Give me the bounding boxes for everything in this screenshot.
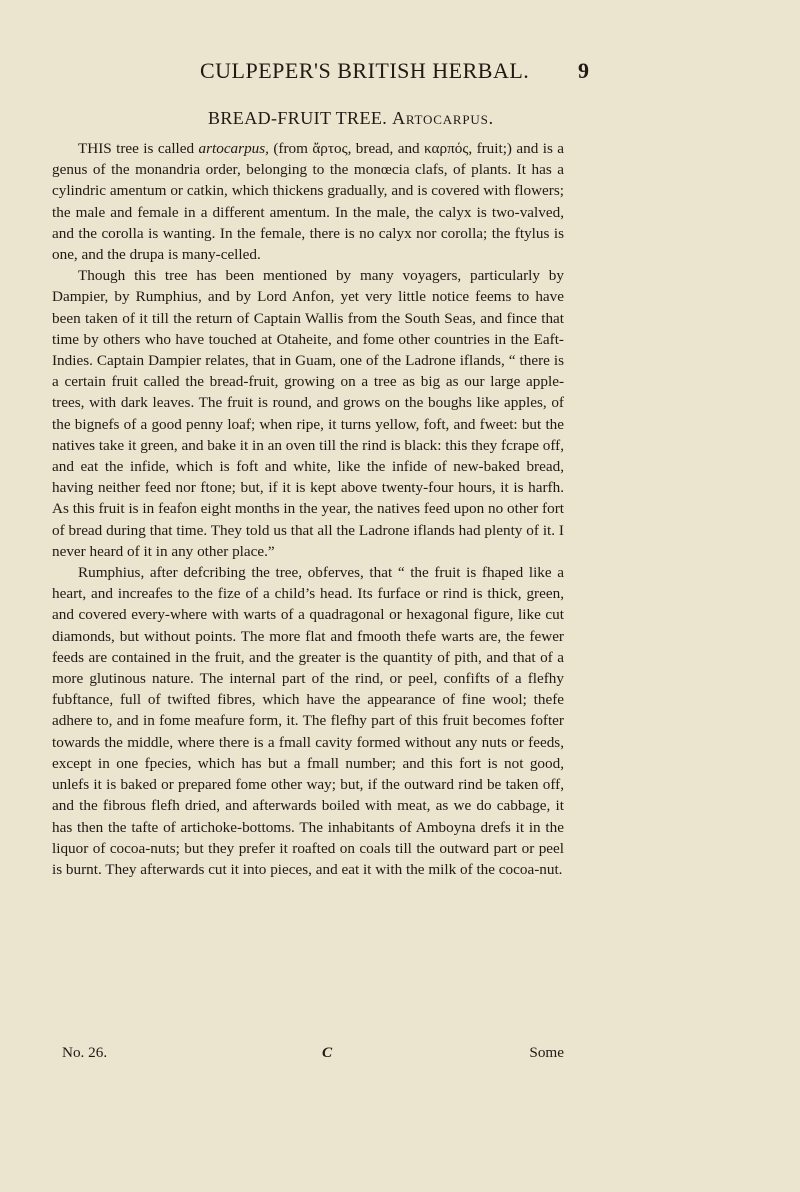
- title-common-name: BREAD-FRUIT TREE.: [208, 108, 388, 128]
- paragraph-1: THIS tree is called artocarpus, (from ἄρτος, bread, and καρπός, fruit;) and is a genus of the monandria order, belonging to the monœcia clafs, of plants. It has a cylindric amentum or catkin, which thickens gradually, and is covered with flowers; the male and female in a different amentum. In the male, the calyx is two-valved, and the corolla is wanting. In the female, there is no calyx nor corolla; the ftylus is one, and the drupa is many-celled.: [52, 140, 564, 264]
- paragraph-3: Rumphius, after defcribing the tree, obferves, that “ the fruit is fhaped like a heart, and increafes to the fize of a child’s head. Its furface or rind is thick, green, and covered every-where with warts of a quadragonal or hexagonal figure, like cut diamonds, but without points. The more flat and fmooth thefe warts are, the fewer feeds are contained in the fruit, and the greater is the quantity of pith, and that of a more glutinous nature. The internal part of the rind, or peel, confifts of a flefhy fubftance, full of twifted fibres, which have the appearance of fine wool; thefe adhere to, and in fome meafure form, it. The flefhy part of this fruit becomes fofter towards the middle, where there is a fmall cavity formed without any nuts or feeds, except in one fpecies, which has but a fmall number; and this fort is not good, unlefs it is baked or prepared fome other way; but, if the outward rind be taken off, and the fibrous flefh dried, and afterwards boiled with meat, as we do cabbage, it has then the tafte of artichoke-bottoms. The inhabitants of Amboyna drefs it in the liquor of cocoa-nuts; but they prefer it roafted on coals till the outward part or peel is burnt. They afterwards cut it into pieces, and eat it with the milk of the cocoa-nut.: [52, 564, 564, 878]
- page-number: 9: [578, 58, 589, 83]
- title-latin-name: Artocarpus.: [392, 108, 494, 128]
- paragraph-2: Though this tree has been mentioned by many voyagers, particularly by Dampier, by Rumphius, and by Lord Anfon, yet very little notice feems to have been taken of it till the return of Captain Wallis from the South Seas, and fince that time by others who have touched at Otaheite, and fome other countries in the Eaft-Indies. Captain Dampier relates, that in Guam, one of the Ladrone iflands, “ there is a certain fruit called the bread-fruit, growing on a tree as big as our large apple-trees, with dark leaves. The fruit is round, and grows on the boughs like apples, of the bignefs of a good penny loaf; when ripe, it turns yellow, foft, and fweet: but the natives take it green, and bake it in an oven till the rind is black: this they fcrape off, and eat the infide, which is foft and white, like the infide of new-baked bread, having neither feed nor ftone; but, if it is kept above twenty-four hours, it is harfh. As this fruit is in feafon eight months in the year, the natives feed upon no other fort of bread during that time. They told us that all the Ladrone iflands had plenty of it. I never heard of it in any other place.”: [52, 267, 564, 560]
- italic-term: artocarpus,: [198, 140, 269, 157]
- running-header: CULPEPER'S BRITISH HERBAL.: [200, 58, 530, 83]
- signature-mark: C: [322, 1044, 333, 1061]
- body-text: [52, 138, 564, 880]
- issue-number: No. 26.: [62, 1044, 108, 1061]
- catchword: Some: [529, 1044, 564, 1061]
- section-title: [208, 108, 494, 129]
